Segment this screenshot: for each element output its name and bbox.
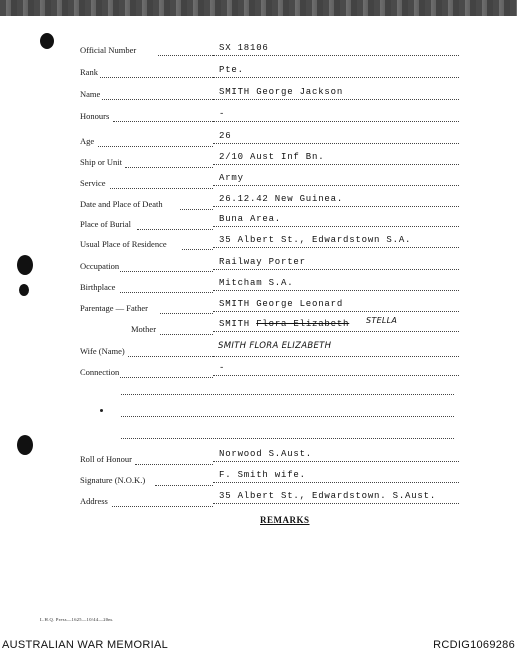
field-label: Date and Place of Death [80,199,163,209]
handwritten-entry: SMITH FLORA ELIZABETH [218,341,332,351]
field-leader [180,208,213,210]
document-id: RCDIG1069286 [433,639,515,651]
field-label: Roll of Honour [80,454,132,464]
field-line [213,98,459,100]
field-signature [0,472,517,488]
field-label: Connection [80,367,120,377]
field-leader [112,505,213,507]
field-line [213,225,459,227]
field-leader [160,312,213,314]
field-line [213,142,459,144]
field-value: 26 [219,131,232,141]
field-label: Service [80,178,106,188]
field-label: Rank [80,67,98,77]
field-leader [102,98,213,100]
field-leader [100,76,213,78]
mother-struck-name: Flora Elizabeth [256,319,350,329]
field-line [213,374,459,376]
field-value: SMITH George Jackson [219,87,344,97]
field-address [0,493,517,509]
field-label: Address [80,496,108,506]
field-line [213,481,459,483]
blank-line [121,393,454,395]
field-leader [125,166,213,168]
field-value: Pte. [219,65,244,75]
field-leader [120,291,213,293]
field-wife [0,342,517,358]
field-label: Occupation [80,261,120,271]
field-label: Place of Burial [80,219,131,229]
field-line [213,205,459,207]
field-line [213,502,459,504]
field-value: 35 Albert St., Edwardstown. S.Aust. [219,491,437,501]
field-line [213,184,459,186]
field-label: Official Number [80,45,137,55]
field-leader [158,54,213,56]
field-label: Honours [80,111,110,121]
field-value: Buna Area. [219,214,282,224]
field-label: Ship or Unit [80,157,123,167]
field-value: 2/10 Aust Inf Bn. [219,152,325,162]
field-label: Signature (N.O.K.) [80,475,146,485]
remarks-heading: REMARKS [260,515,310,525]
field-value: Railway Porter [219,257,306,267]
printer-imprint: L.H.Q. Press—1625—10/44—20m. [40,617,114,622]
blank-line [121,415,454,417]
field-line [213,289,459,291]
field-value: Norwood S.Aust. [219,449,313,459]
field-label: Mother [131,324,157,334]
field-value: F. Smith wife. [219,470,306,480]
field-connection [0,365,517,381]
field-leader [135,463,213,465]
handwritten-correction: STELLA [366,316,398,325]
field-leader [155,484,213,486]
field-label: Birthplace [80,282,116,292]
mother-surname: SMITH [219,319,251,329]
field-leader [182,248,213,250]
field-label: Age [80,136,95,146]
field-line [213,120,459,122]
field-occupation [0,259,517,275]
field-label: Parentage — Father [80,303,148,313]
field-line [213,355,459,357]
field-line [213,268,459,270]
field-place-of-burial [0,216,517,232]
field-honours [0,111,517,127]
field-date-place-death [0,196,517,212]
field-name [0,89,517,105]
field-value: 35 Albert St., Edwardstown S.A. [219,235,412,245]
field-value: SX 18106 [219,43,269,53]
field-value: 26.12.42 New Guinea. [219,194,344,204]
field-birthplace [0,280,517,296]
field-value: - [219,363,226,373]
field-official-number [0,45,517,61]
field-label: Usual Place of Residence [80,239,167,249]
archive-name: AUSTRALIAN WAR MEMORIAL [2,639,169,651]
field-line [213,76,459,78]
field-roll-of-honour [0,451,517,467]
field-leader [113,120,213,122]
field-value: Army [219,173,244,183]
field-usual-residence [0,237,517,253]
field-ship-or-unit [0,154,517,170]
field-service [0,175,517,191]
field-father [0,301,517,317]
blank-line [121,437,454,439]
field-value: - [219,109,226,119]
scan-top-edge [0,0,517,16]
field-leader [120,270,213,272]
field-value: SMITH George Leonard [219,299,344,309]
field-leader [110,187,213,189]
field-age [0,133,517,149]
field-line [213,460,459,462]
field-line [213,330,459,332]
field-line [213,246,459,248]
field-line [213,54,459,56]
field-leader [160,333,213,335]
field-leader [120,376,213,378]
field-line [213,310,459,312]
field-leader [128,355,213,357]
field-label: Wife (Name) [80,346,125,356]
field-leader [137,228,213,230]
field-mother [0,316,517,337]
field-rank [0,67,517,83]
field-value: Mitcham S.A. [219,278,294,288]
field-line [213,163,459,165]
field-label: Name [80,89,101,99]
ink-mark [100,409,103,412]
field-leader [98,145,213,147]
field-value [219,319,349,329]
